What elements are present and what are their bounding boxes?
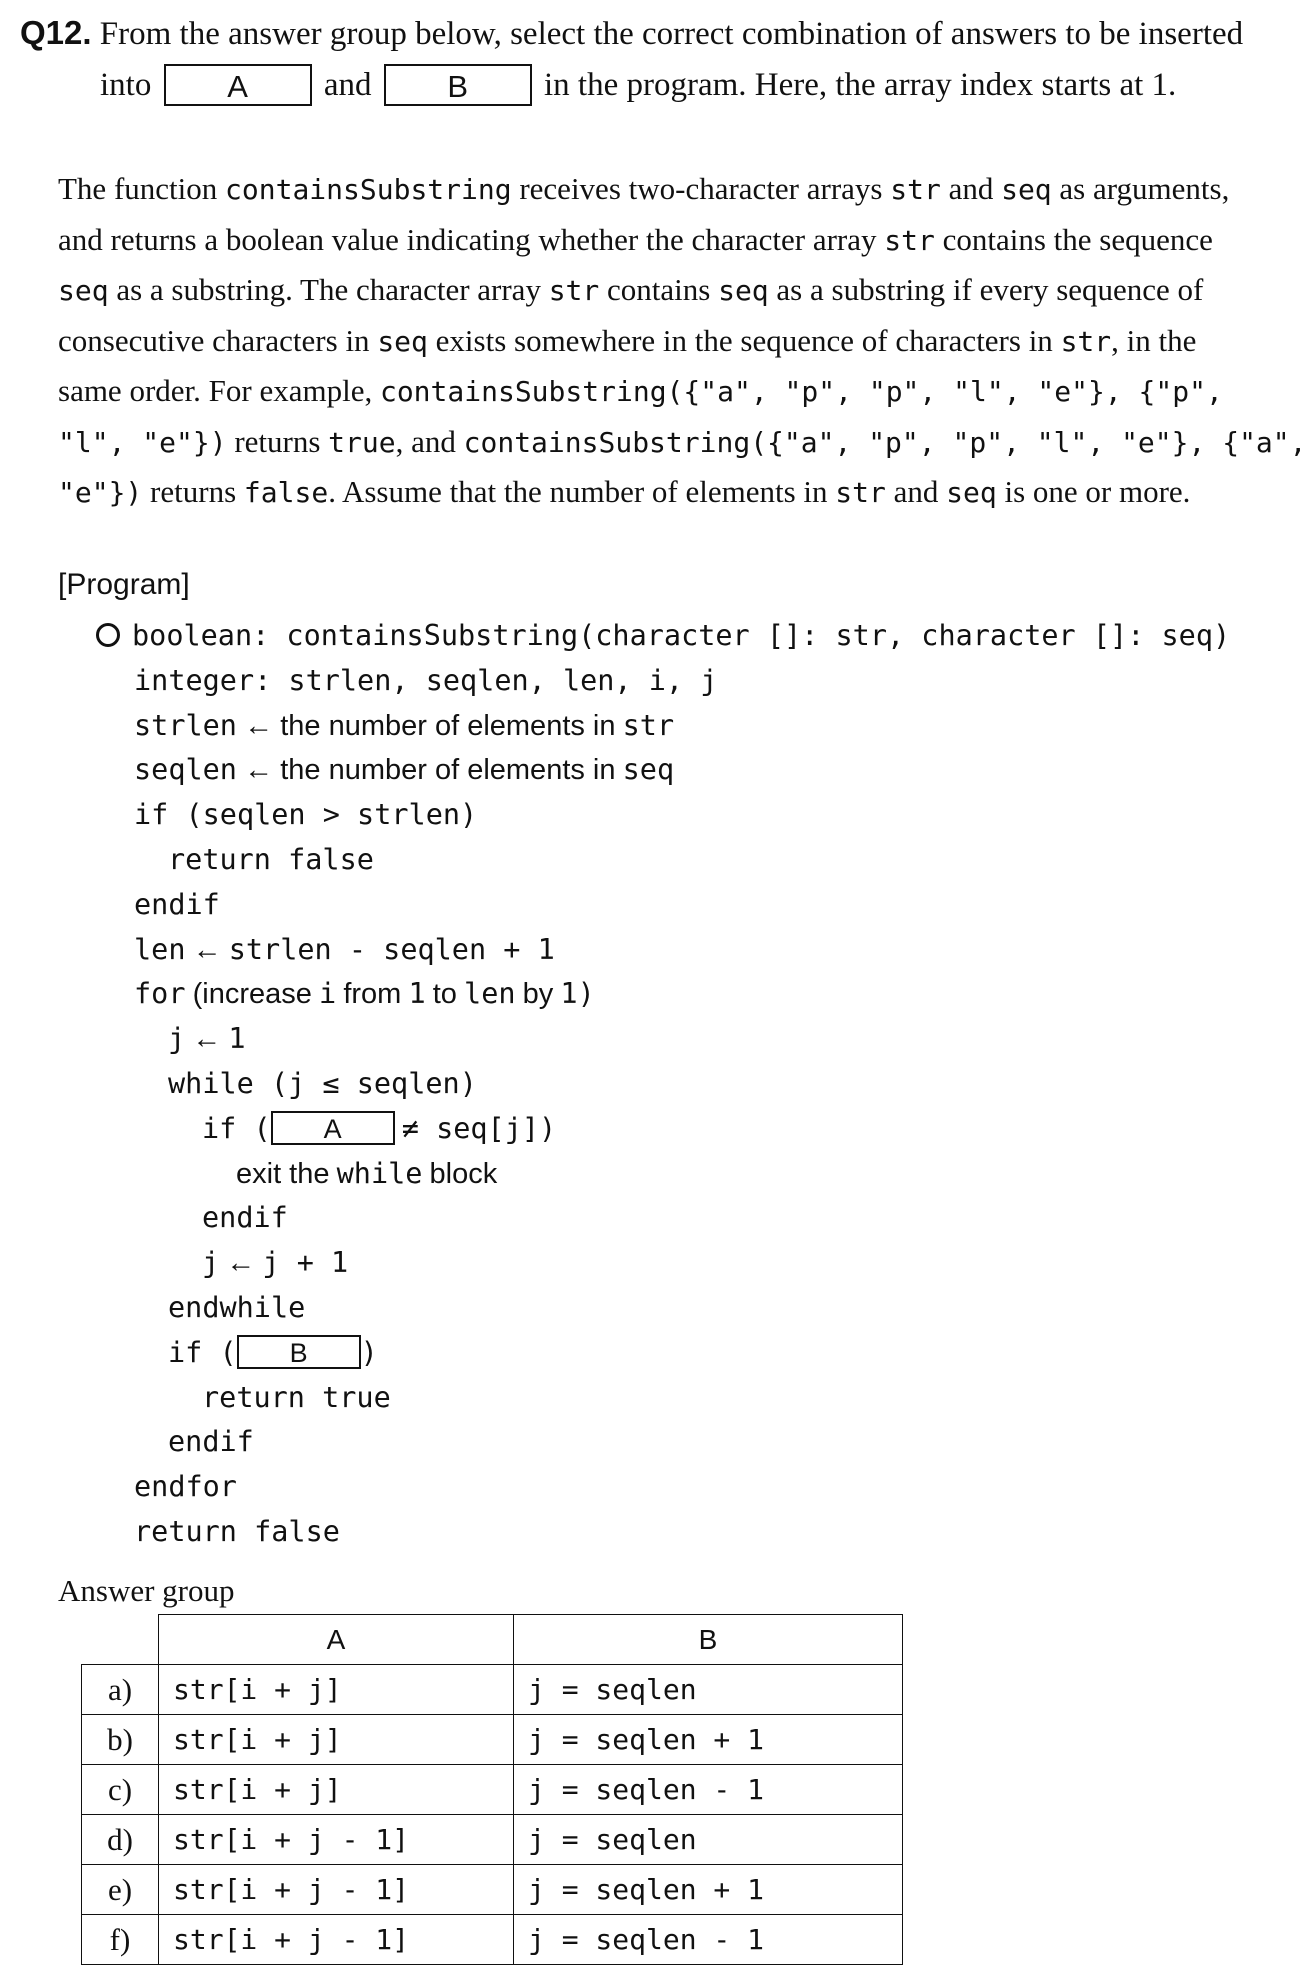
assign-arrow: ← [192,933,222,966]
code-text: (increase [192,978,312,1011]
code-text: from [343,978,402,1011]
answer-row[interactable] [82,1715,903,1765]
desc-code: seq [718,274,769,307]
desc-code: seq [377,324,428,358]
code-text: to [432,978,457,1011]
code-text: str [622,708,675,742]
answer-table [81,1614,903,1965]
code-line [96,883,1230,928]
code-text: endwhile [168,1290,306,1324]
description-paragraph [58,164,1307,518]
code-text: return false [134,1514,340,1548]
desc-text: as a substring if every sequence of [768,272,1204,307]
answer-label: c) [82,1765,159,1815]
answer-table-header [82,1615,903,1665]
question-number: Q12. [20,14,92,51]
header-empty-cell [82,1615,159,1665]
desc-code: false [243,476,329,509]
code-text: for [134,977,186,1011]
header-b: B [514,1615,903,1665]
code-text: integer: strlen, seqlen, len, i, j [134,663,718,697]
desc-text: , and [395,423,464,459]
function-signature: boolean: containsSubstring(character []: str, character []: seq) [132,619,1231,652]
desc-text: returns [226,423,329,459]
code-text: ≠ seq[j]) [401,1111,557,1145]
code-text: i [319,977,337,1011]
answer-row[interactable] [82,1665,903,1715]
answer-b-value: j = seqlen [514,1665,903,1715]
code-line [96,1241,1230,1286]
code-line [96,838,1230,883]
desc-text: . Assume that the number of elements in [328,474,836,509]
code-text: the number of elements in [280,754,616,787]
code-text: return false [168,842,374,876]
answer-group-title: Answer group [58,1573,235,1608]
into-text: into [100,66,152,103]
program-code [96,614,1230,1555]
code-text: seqlen [134,753,237,787]
code-text: block [429,1157,498,1190]
code-text: j + 1 [262,1246,349,1280]
code-line [96,659,1230,704]
code-text: j [202,1246,220,1280]
code-line [96,1420,1230,1465]
code-line [96,1017,1230,1062]
desc-code: containsSubstring [225,173,512,206]
desc-text: , in the [1111,322,1197,358]
question-rest-text: in the program. Here, the array index starts at 1. [544,66,1177,103]
code-line [96,704,1230,749]
desc-text: receives two-character arrays [511,171,891,206]
code-line [96,793,1230,838]
desc-code: seq [1001,173,1052,206]
code-text: len [134,932,186,966]
code-text: seq [622,753,675,787]
answer-b-value: j = seqlen - 1 [514,1915,903,1965]
header-a: A [159,1615,514,1665]
code-line [96,1331,1230,1376]
desc-text: and [885,474,947,509]
desc-text: contains the sequence [934,221,1213,257]
desc-text: and [940,171,1002,206]
desc-code: "l", "e"}) [58,425,227,459]
assign-arrow: ← [192,1023,222,1056]
desc-line [58,366,1298,417]
answer-a-value: str[i + j - 1] [159,1865,514,1915]
code-text: 1 [228,1022,246,1056]
code-line [96,1465,1230,1510]
assign-arrow: ← [226,1247,256,1280]
answer-label: f) [82,1915,159,1965]
desc-text: exists somewhere in the sequence of characters in [427,322,1061,358]
code-text: by [522,978,554,1011]
program-title: [Program] [58,568,190,601]
code-text: if (seqlen > strlen) [134,798,478,832]
desc-code: str [835,476,886,509]
desc-text: same order. For example, [58,373,380,408]
answer-a-value: str[i + j] [159,1665,514,1715]
desc-code: str [884,223,935,257]
desc-code: "e"}) [58,476,143,509]
answer-row[interactable] [82,1815,903,1865]
desc-line [58,417,1307,468]
code-text: the number of elements in [280,709,616,742]
desc-text: as arguments, [1051,171,1230,206]
answer-b-value: j = seqlen + 1 [514,1715,903,1765]
circle-bullet-icon [96,623,120,647]
answer-a-value: str[i + j] [159,1715,514,1765]
code-line [96,1376,1230,1421]
code-text: 1 [408,977,426,1011]
desc-text: returns [142,474,244,509]
desc-line [58,467,1298,518]
code-text: endif [134,887,220,921]
answer-label: d) [82,1815,159,1865]
code-text: return true [202,1380,391,1414]
code-text: if ( [168,1335,237,1369]
code-line [96,748,1230,793]
desc-code: containsSubstring({"a", "p", "p", "l", "e"}, {"p", [379,375,1223,408]
code-text: exit the [236,1157,330,1190]
desc-code: str [890,173,941,206]
code-line [96,614,1230,659]
desc-code: true [328,425,396,459]
code-line [96,972,1230,1017]
code-line [96,1196,1230,1241]
answer-b-value: j = seqlen + 1 [514,1865,903,1915]
blank-box-a: A [164,64,312,106]
code-blank-box-a: A [271,1111,395,1145]
code-text: j [168,1022,186,1056]
blank-box-b: B [384,64,532,106]
answer-label: e) [82,1865,159,1915]
code-text: strlen [134,708,237,742]
desc-line [58,265,1298,316]
answer-row[interactable] [82,1765,903,1815]
answer-row[interactable] [82,1865,903,1915]
code-text: while [336,1156,423,1190]
answer-label: a) [82,1665,159,1715]
desc-line [58,164,1298,215]
assign-arrow: ← [244,709,274,742]
code-text: endif [202,1201,288,1235]
answer-a-value: str[i + j - 1] [159,1815,514,1865]
code-text: len [464,977,516,1011]
code-text: 1) [560,977,595,1011]
code-line [96,1107,1230,1152]
desc-text: and returns a boolean value indicating whether the character array [58,221,885,257]
desc-line [58,316,1298,367]
and-text: and [323,66,372,103]
answer-a-value: str[i + j] [159,1765,514,1815]
code-text: ) [360,1335,378,1369]
desc-code: str [1060,324,1112,358]
answer-label: b) [82,1715,159,1765]
code-text: while (j ≤ seqlen) [168,1066,477,1100]
desc-code: containsSubstring({"a", "p", "p", "l", "e"}, {"a", [463,425,1307,459]
code-blank-box-b: B [237,1335,361,1369]
desc-text: consecutive characters in [58,322,378,358]
code-line [96,1510,1230,1555]
desc-line [58,215,1298,266]
desc-code: seq [58,274,109,307]
question-text: From the answer group below, select the correct combination of answers to be inserted [99,16,1244,52]
desc-code: seq [946,476,997,509]
code-line [96,1152,1230,1197]
answer-b-value: j = seqlen [514,1815,903,1865]
assign-arrow: ← [244,754,274,787]
answer-a-value: str[i + j - 1] [159,1915,514,1965]
code-line [96,928,1230,973]
desc-code: str [548,274,600,307]
code-line [96,1286,1230,1331]
code-line [96,1062,1230,1107]
code-text: endfor [134,1470,237,1504]
question-line-1 [20,14,1243,53]
desc-text: The function [58,171,226,206]
desc-text: is one or more. [996,474,1191,509]
code-text: endif [168,1425,254,1459]
question-line-2 [100,64,1176,106]
code-text: if ( [202,1111,271,1145]
desc-text: contains [599,272,719,307]
answer-row[interactable] [82,1915,903,1965]
desc-text: as a substring. The character array [108,272,549,307]
answer-b-value: j = seqlen - 1 [514,1765,903,1815]
code-text: strlen - seqlen + 1 [228,932,555,966]
